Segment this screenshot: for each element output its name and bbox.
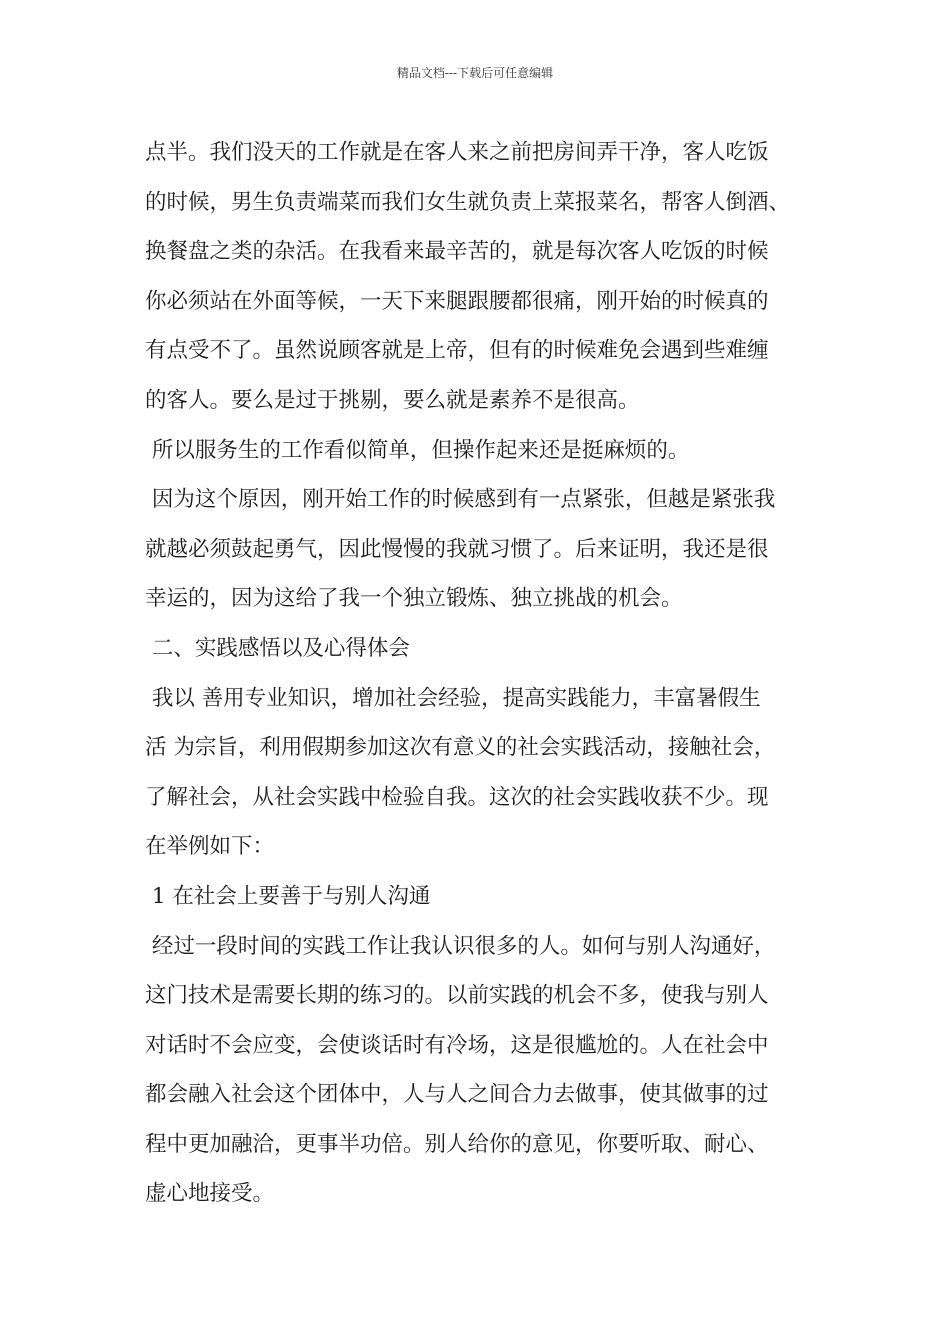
text-line: 幸运的，因为这给了我一个独立锻炼、独立挑战的机会。 [145, 586, 683, 612]
page-header: 精品文档---下载后可任意编辑 [396, 66, 554, 80]
body-text [145, 128, 835, 1219]
text-line: 对话时不会应变，会使谈话时有冷场，这是很尴尬的。人在社会中 [145, 1032, 769, 1058]
text-line: 活 为宗旨，利用假期参加这次有意义的社会实践活动，接触社会， [145, 735, 776, 761]
text-line: 我以 善用专业知识，增加社会经验，提高实践能力，丰富暑假生 [145, 685, 761, 711]
text-line: 的客人。要么是过于挑剔，要么就是素养不是很高。 [145, 387, 640, 413]
text-line: 经过一段时间的实践工作让我认识很多的人。如何与别人沟通好， [145, 933, 776, 959]
text-line: 这门技术是需要长期的练习的。以前实践的机会不多，使我与别人 [145, 983, 769, 1009]
text-line: 的时候，男生负责端菜而我们女生就负责上菜报菜名，帮客人倒酒、 [145, 189, 791, 215]
text-line: 所以服务生的工作看似简单，但操作起来还是挺麻烦的。 [145, 437, 690, 463]
text-line: 有点受不了。虽然说顾客就是上帝，但有的时候难免会遇到些难缠 [145, 338, 769, 364]
text-line: 在举例如下： [145, 834, 275, 860]
text-line: 因为这个原因，刚开始工作的时候感到有一点紧张，但越是紧张我 [145, 487, 776, 513]
text-line: 虚心地接受。 [145, 1181, 275, 1207]
section-heading: 二、实践感悟以及心得体会 [145, 635, 410, 661]
text-line: 程中更加融洽，更事半功倍。别人给你的意见，你要听取、耐心、 [145, 1131, 769, 1157]
text-line: 都会融入社会这个团体中，人与人之间合力去做事，使其做事的过 [145, 1082, 769, 1108]
text-line: 就越必须鼓起勇气，因此慢慢的我就习惯了。后来证明，我还是很 [145, 536, 769, 562]
text-line: 换餐盘之类的杂活。在我看来最辛苦的，就是每次客人吃饭的时候 [145, 239, 769, 265]
text-line: 了解社会，从社会实践中检验自我。这次的社会实践收获不少。现 [145, 784, 769, 810]
text-line: 你必须站在外面等候，一天下来腿跟腰都很痛，刚开始的时候真的 [145, 288, 769, 314]
subsection-heading: 1 在社会上要善于与别人沟通 [145, 883, 431, 909]
text-line: 点半。我们没天的工作就是在客人来之前把房间弄干净，客人吃饭 [145, 140, 769, 165]
